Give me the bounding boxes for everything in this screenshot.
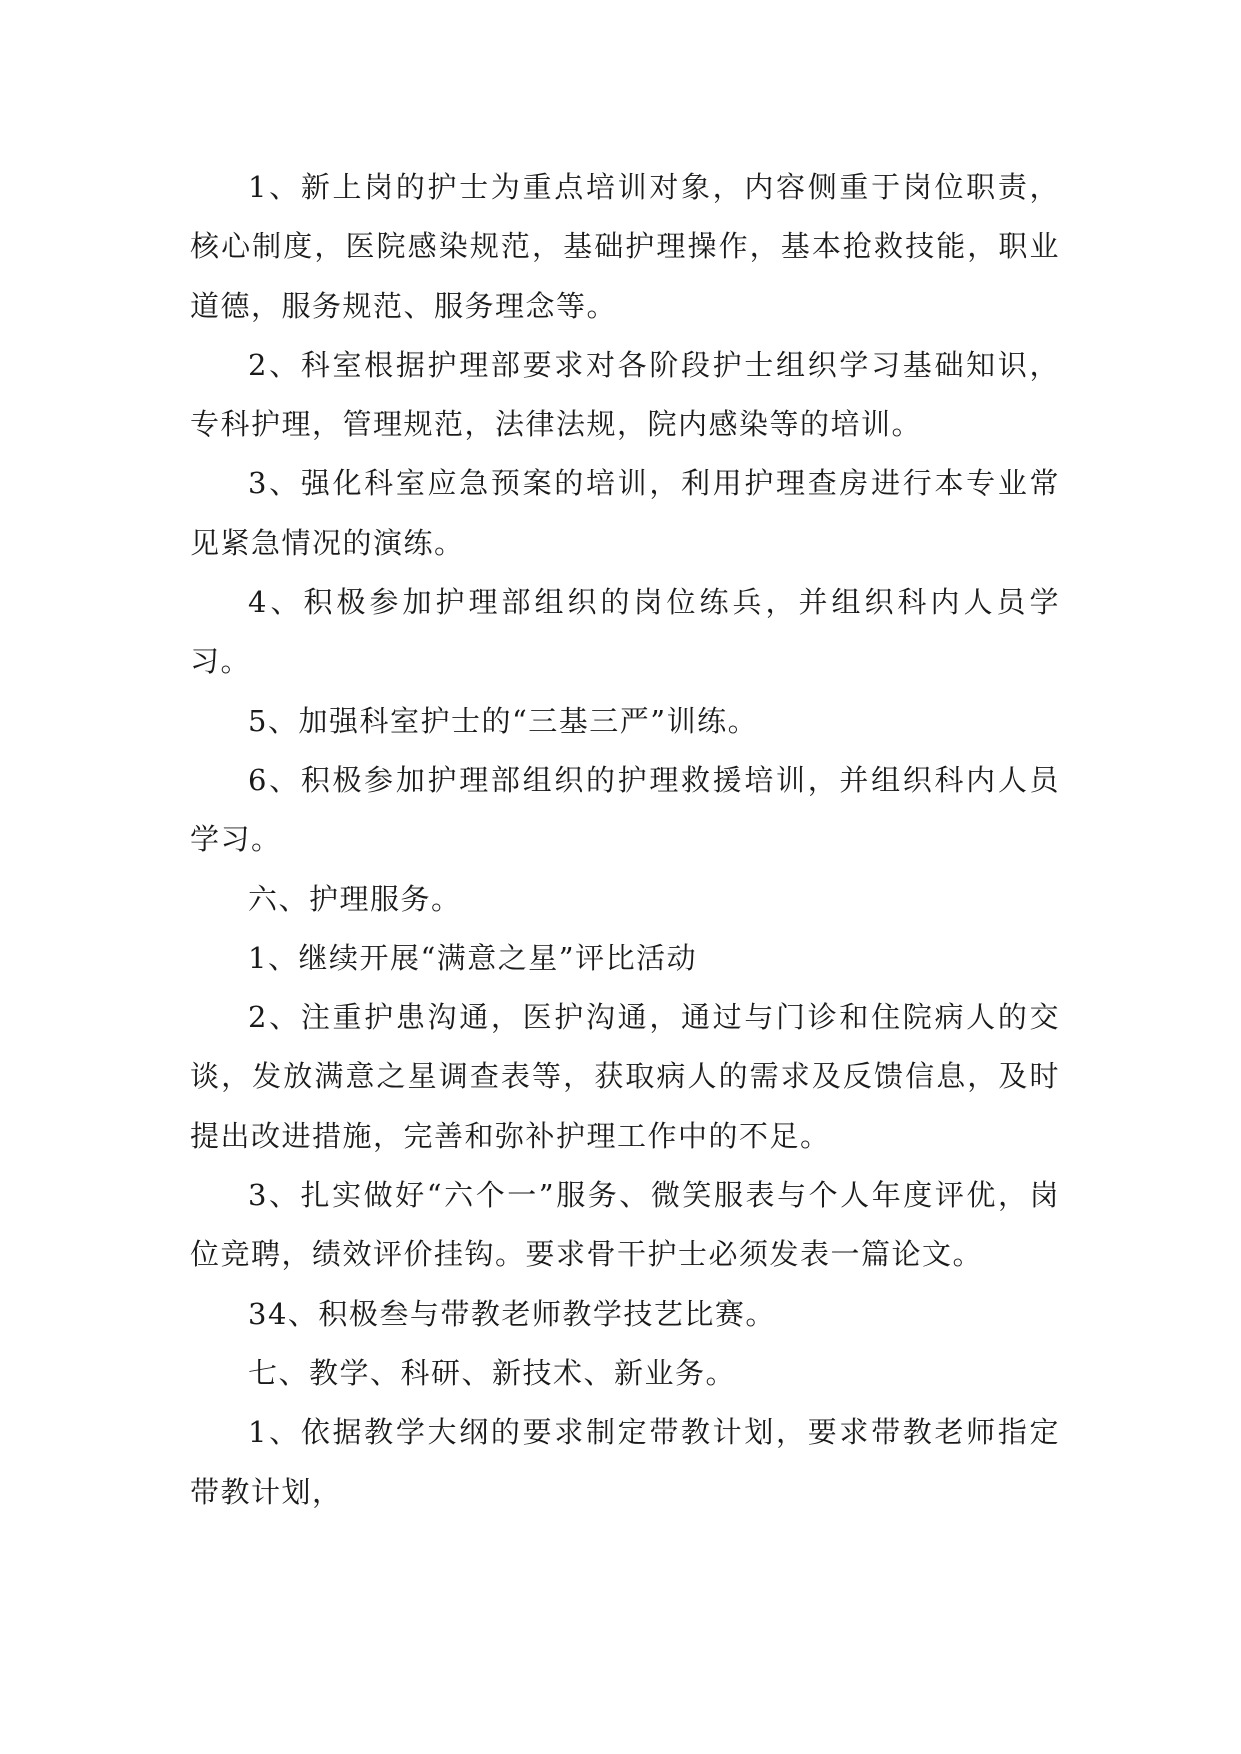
paragraph-department-training: 2、科室根据护理部要求对各阶段护士组织学习基础知识，专科护理，管理规范，法律法规，院内感染等的培训。 xyxy=(190,347,1060,442)
paragraph-job-practice: 4、积极参加护理部组织的岗位练兵，并组织科内人员学习。 xyxy=(190,585,1060,679)
paragraph-rescue-training: 6、积极参加护理部组织的护理救援培训，并组织科内人员学习。 xyxy=(190,762,1060,857)
section-heading-teaching-research: 七、教学、科研、新技术、新业务。 xyxy=(248,1355,737,1390)
paragraph-three-basics: 5、加强科室护士的“三基三严”训练。 xyxy=(248,703,759,738)
paragraph-emergency-plan: 3、强化科室应急预案的培训，利用护理查房进行本专业常见紧急情况的演练。 xyxy=(190,466,1060,560)
paragraph-communication: 2、注重护患沟通，医护沟通，通过与门诊和住院病人的交谈，发放满意之星调查表等，获取病人的需求及反馈信息，及时提出改进措施，完善和弥补护理工作中的不足。 xyxy=(190,1000,1060,1153)
paragraph-training-new-nurses: 1、新上岗的护士为重点培训对象，内容侧重于岗位职责，核心制度，医院感染规范，基础护理操作，基本抢救技能，职业道德，服务规范、服务理念等。 xyxy=(190,170,1060,323)
section-heading-nursing-service: 六、护理服务。 xyxy=(248,881,462,916)
paragraph-satisfaction-star: 1、继续开展“满意之星”评比活动 xyxy=(248,940,698,975)
paragraph-teaching-plan: 1、依据教学大纲的要求制定带教计划，要求带教老师指定带教计划， xyxy=(190,1415,1060,1509)
paragraph-teaching-competition: 34、积极叁与带教老师教学技艺比赛。 xyxy=(248,1296,776,1331)
document-body xyxy=(190,158,1060,1522)
paragraph-six-ones-service: 3、扎实做好“六个一”服务、微笑服表与个人年度评优，岗位竞聘，绩效评价挂钩。要求骨干护士必须发表一篇论文。 xyxy=(190,1178,1060,1272)
